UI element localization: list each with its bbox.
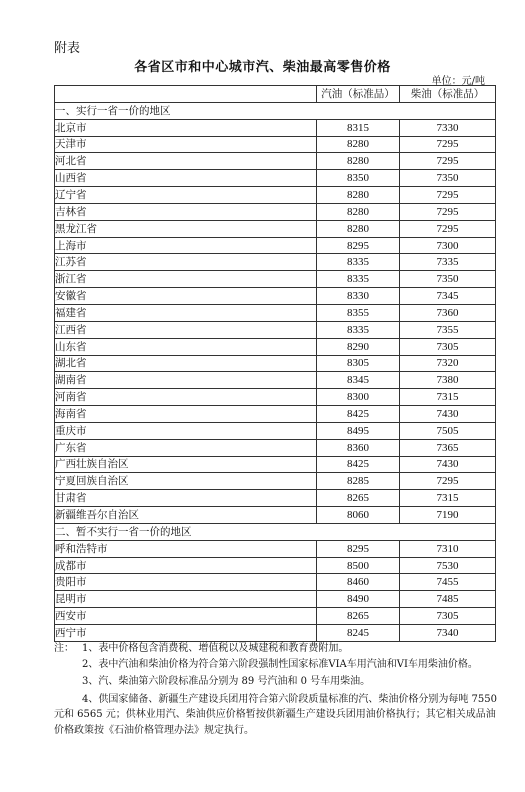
gasoline-price: 8335 xyxy=(317,254,400,271)
table-row xyxy=(55,490,496,507)
gasoline-price: 8265 xyxy=(317,490,400,507)
gasoline-price: 8285 xyxy=(317,473,400,490)
table-row xyxy=(55,237,496,254)
gasoline-price: 8490 xyxy=(317,591,400,608)
region-name: 宁夏回族自治区 xyxy=(55,473,317,490)
header-gasoline: 汽油（标准品） xyxy=(317,86,400,103)
region-name: 海南省 xyxy=(55,406,317,423)
diesel-price: 7505 xyxy=(400,422,496,439)
region-name: 安徽省 xyxy=(55,288,317,305)
gasoline-price: 8495 xyxy=(317,422,400,439)
gasoline-price: 8330 xyxy=(317,288,400,305)
diesel-price: 7485 xyxy=(400,591,496,608)
gasoline-price: 8265 xyxy=(317,608,400,625)
gasoline-price: 8295 xyxy=(317,540,400,557)
table-row xyxy=(55,439,496,456)
region-name: 江苏省 xyxy=(55,254,317,271)
table-row xyxy=(55,288,496,305)
table-row xyxy=(55,254,496,271)
notes xyxy=(54,641,499,738)
region-name: 西安市 xyxy=(55,608,317,625)
table-row xyxy=(55,220,496,237)
table-row xyxy=(55,153,496,170)
gasoline-price: 8350 xyxy=(317,170,400,187)
region-name: 辽宁省 xyxy=(55,187,317,204)
table-row xyxy=(55,321,496,338)
gasoline-price: 8355 xyxy=(317,304,400,321)
table-row xyxy=(55,507,496,524)
table-row xyxy=(55,119,496,136)
region-name: 吉林省 xyxy=(55,203,317,220)
header-diesel: 柴油（标准品） xyxy=(400,86,496,103)
gasoline-price: 8280 xyxy=(317,203,400,220)
region-name: 上海市 xyxy=(55,237,317,254)
diesel-price: 7295 xyxy=(400,136,496,153)
region-name: 广西壮族自治区 xyxy=(55,456,317,473)
table-row xyxy=(55,422,496,439)
region-name: 重庆市 xyxy=(55,422,317,439)
diesel-price: 7305 xyxy=(400,338,496,355)
region-name: 河北省 xyxy=(55,153,317,170)
note-1: 1、表中价格包含消费税、增值税以及城建税和教育费附加。 xyxy=(82,643,349,654)
region-name: 新疆维吾尔自治区 xyxy=(55,507,317,524)
table-row xyxy=(55,372,496,389)
unit-label: 单位：元/吨 xyxy=(431,76,485,87)
gasoline-price: 8280 xyxy=(317,136,400,153)
diesel-price: 7330 xyxy=(400,119,496,136)
document-title: 各省区市和中心城市汽、柴油最高零售价格 xyxy=(134,60,391,75)
gasoline-price: 8315 xyxy=(317,119,400,136)
gasoline-price: 8305 xyxy=(317,355,400,372)
diesel-price: 7430 xyxy=(400,406,496,423)
diesel-price: 7315 xyxy=(400,490,496,507)
table-row xyxy=(55,355,496,372)
table-row xyxy=(55,540,496,557)
diesel-price: 7190 xyxy=(400,507,496,524)
diesel-price: 7305 xyxy=(400,608,496,625)
region-name: 湖南省 xyxy=(55,372,317,389)
diesel-price: 7350 xyxy=(400,170,496,187)
gasoline-price: 8335 xyxy=(317,271,400,288)
region-name: 天津市 xyxy=(55,136,317,153)
region-name: 成都市 xyxy=(55,557,317,574)
diesel-price: 7340 xyxy=(400,625,496,642)
diesel-price: 7295 xyxy=(400,153,496,170)
price-table xyxy=(54,85,496,642)
diesel-price: 7320 xyxy=(400,355,496,372)
header-blank xyxy=(55,86,317,103)
table-row xyxy=(55,170,496,187)
table-row xyxy=(55,338,496,355)
diesel-price: 7295 xyxy=(400,473,496,490)
gasoline-price: 8245 xyxy=(317,625,400,642)
region-name: 福建省 xyxy=(55,304,317,321)
gasoline-price: 8300 xyxy=(317,389,400,406)
diesel-price: 7295 xyxy=(400,187,496,204)
note-3: 3、汽、柴油第六阶段标准品分别为 89 号汽油和 0 号车用柴油。 xyxy=(82,676,371,687)
gasoline-price: 8345 xyxy=(317,372,400,389)
table-row xyxy=(55,591,496,608)
gasoline-price: 8360 xyxy=(317,439,400,456)
region-name: 浙江省 xyxy=(55,271,317,288)
table-row xyxy=(55,271,496,288)
table-row xyxy=(55,574,496,591)
diesel-price: 7295 xyxy=(400,203,496,220)
table-row xyxy=(55,625,496,642)
gasoline-price: 8295 xyxy=(317,237,400,254)
diesel-price: 7365 xyxy=(400,439,496,456)
diesel-price: 7345 xyxy=(400,288,496,305)
table-row xyxy=(55,608,496,625)
region-name: 山西省 xyxy=(55,170,317,187)
table-row xyxy=(55,304,496,321)
table-row xyxy=(55,473,496,490)
gasoline-price: 8500 xyxy=(317,557,400,574)
section-label: 一、实行一省一价的地区 xyxy=(55,102,496,119)
gasoline-price: 8280 xyxy=(317,153,400,170)
diesel-price: 7360 xyxy=(400,304,496,321)
diesel-price: 7295 xyxy=(400,220,496,237)
region-name: 贵阳市 xyxy=(55,574,317,591)
diesel-price: 7315 xyxy=(400,389,496,406)
table-row xyxy=(55,187,496,204)
region-name: 江西省 xyxy=(55,321,317,338)
table-row xyxy=(55,389,496,406)
notes-label: 注： xyxy=(54,643,74,654)
diesel-price: 7300 xyxy=(400,237,496,254)
table-row xyxy=(55,456,496,473)
table-row xyxy=(55,557,496,574)
gasoline-price: 8280 xyxy=(317,187,400,204)
region-name: 西宁市 xyxy=(55,625,317,642)
note-4: 4、供国家储备、新疆生产建设兵团用符合第六阶段质量标准的汽、柴油价格分别为每吨 7550 元和 6565 元；供林业用汽、柴油供应价格暂按供新疆生产建设兵团用油价格执行；其它相关成品油价格政策按《石油价格管理办法》规定执行。 xyxy=(54,693,497,736)
table-row xyxy=(55,203,496,220)
gasoline-price: 8425 xyxy=(317,406,400,423)
diesel-price: 7350 xyxy=(400,271,496,288)
region-name: 湖北省 xyxy=(55,355,317,372)
diesel-price: 7455 xyxy=(400,574,496,591)
gasoline-price: 8425 xyxy=(317,456,400,473)
note-2: 2、表中汽油和柴油价格为符合第六阶段强制性国家标准VIA车用汽油和VI车用柴油价格。 xyxy=(82,658,478,670)
section-row xyxy=(55,102,496,119)
annex-label: 附表 xyxy=(54,41,81,56)
diesel-price: 7380 xyxy=(400,372,496,389)
section-label: 二、暂不实行一省一价的地区 xyxy=(55,523,496,540)
region-name: 河南省 xyxy=(55,389,317,406)
region-name: 北京市 xyxy=(55,119,317,136)
region-name: 广东省 xyxy=(55,439,317,456)
gasoline-price: 8460 xyxy=(317,574,400,591)
diesel-price: 7335 xyxy=(400,254,496,271)
diesel-price: 7430 xyxy=(400,456,496,473)
gasoline-price: 8335 xyxy=(317,321,400,338)
region-name: 甘肃省 xyxy=(55,490,317,507)
table-row xyxy=(55,136,496,153)
region-name: 呼和浩特市 xyxy=(55,540,317,557)
section-row xyxy=(55,523,496,540)
gasoline-price: 8280 xyxy=(317,220,400,237)
region-name: 黑龙江省 xyxy=(55,220,317,237)
table-row xyxy=(55,406,496,423)
diesel-price: 7530 xyxy=(400,557,496,574)
gasoline-price: 8290 xyxy=(317,338,400,355)
gasoline-price: 8060 xyxy=(317,507,400,524)
diesel-price: 7310 xyxy=(400,540,496,557)
region-name: 昆明市 xyxy=(55,591,317,608)
table-header-row xyxy=(55,86,496,103)
region-name: 山东省 xyxy=(55,338,317,355)
diesel-price: 7355 xyxy=(400,321,496,338)
